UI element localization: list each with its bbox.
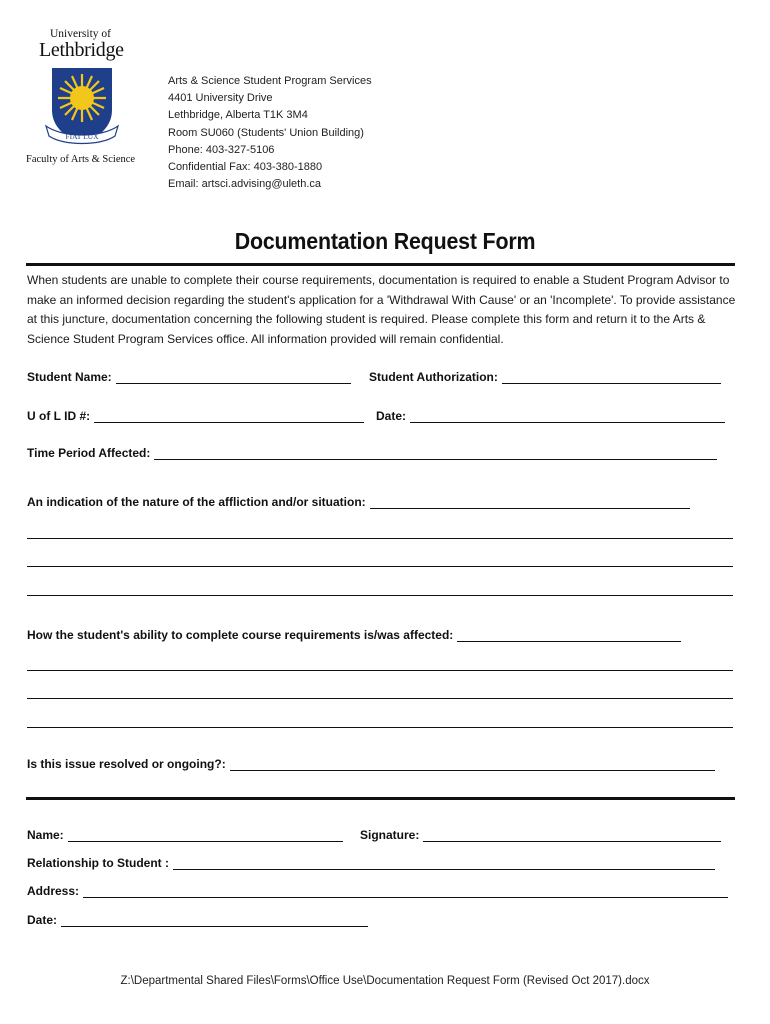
signer-date-field[interactable]: [27, 913, 368, 927]
time-period-line[interactable]: [154, 447, 717, 460]
address-phone: Phone: 403-327-5106: [168, 143, 275, 156]
address-fax: Confidential Fax: 403-380-1880: [168, 161, 323, 174]
student-name-field[interactable]: [27, 370, 351, 384]
time-period-field[interactable]: [27, 446, 717, 460]
relationship-label: Relationship to Student :: [27, 856, 169, 870]
logo-university-of: University of: [50, 28, 112, 40]
signer-name-field[interactable]: [27, 828, 343, 842]
address-line[interactable]: [83, 885, 728, 898]
address-office: Arts & Science Student Program Services: [168, 75, 372, 87]
affliction-field[interactable]: [27, 495, 690, 509]
address-field[interactable]: [27, 884, 728, 898]
office-address: [168, 73, 372, 193]
relationship-line[interactable]: [173, 857, 715, 870]
student-authorization-label: Student Authorization:: [369, 370, 498, 384]
address-email: Email: artsci.advising@uleth.ca: [168, 178, 322, 191]
address-street: 4401 University Drive: [168, 92, 273, 105]
signer-date-line[interactable]: [61, 914, 368, 927]
student-authorization-line[interactable]: [502, 371, 721, 384]
motto-text: FIAT LUX: [65, 132, 99, 141]
signer-name-line[interactable]: [68, 829, 343, 842]
signature-field[interactable]: [360, 828, 721, 842]
ability-affected-line-2[interactable]: [27, 670, 733, 671]
student-authorization-field[interactable]: [369, 370, 721, 384]
affliction-line-4[interactable]: [27, 595, 733, 596]
affliction-label: An indication of the nature of the affliction and/or situation:: [27, 495, 366, 509]
address-city: Lethbridge, Alberta T1K 3M4: [168, 109, 308, 122]
ability-affected-line-3[interactable]: [27, 698, 733, 699]
address-room: Room SU060 (Students' Union Building): [168, 126, 364, 139]
file-path-footer: Z:\Departmental Shared Files\Forms\Office Use\Documentation Request Form (Revised Oct 2017).docx: [120, 975, 650, 987]
time-period-label: Time Period Affected:: [27, 446, 151, 460]
affliction-line-2[interactable]: [27, 538, 733, 539]
address-label: Address:: [27, 884, 80, 898]
date-label: Date:: [376, 409, 407, 423]
affliction-line[interactable]: [370, 496, 690, 509]
date-field[interactable]: [376, 409, 725, 423]
ability-affected-label: How the student's ability to complete course requirements is/was affected:: [27, 628, 454, 642]
section-divider: [26, 797, 735, 800]
logo-university-name: Lethbridge: [39, 39, 124, 61]
signer-date-label: Date:: [27, 913, 58, 927]
logo-faculty: Faculty of Arts & Science: [26, 154, 136, 165]
uofl-id-label: U of L ID #:: [27, 409, 91, 423]
resolved-line[interactable]: [230, 758, 715, 771]
resolved-field[interactable]: [27, 757, 715, 771]
university-crest-icon: [43, 64, 121, 150]
page-title: Documentation Request Form: [234, 228, 536, 254]
student-name-line[interactable]: [116, 371, 351, 384]
relationship-field[interactable]: [27, 856, 715, 870]
signature-line[interactable]: [423, 829, 721, 842]
affliction-line-3[interactable]: [27, 566, 733, 567]
university-logo: [22, 28, 142, 165]
signer-name-label: Name:: [27, 828, 64, 842]
intro-paragraph: When students are unable to complete their course requirements, documentation is required to enable a Student Program Advisor to make an informed decision regarding the student's application for a 'Withdrawal With Cause' or an 'Incomplete'. To provide assistance at this juncture, documentation concerning the following student is required. Please complete this form and return it to the Arts & Science Student Program Services office. All information provided will remain confidential.: [27, 273, 736, 346]
ability-affected-line-4[interactable]: [27, 727, 733, 728]
date-line[interactable]: [410, 410, 725, 423]
uofl-id-line[interactable]: [94, 410, 364, 423]
uofl-id-field[interactable]: [27, 409, 364, 423]
resolved-label: Is this issue resolved or ongoing?:: [27, 757, 226, 771]
ability-affected-field[interactable]: [27, 628, 681, 642]
student-name-label: Student Name:: [27, 370, 112, 384]
ability-affected-line[interactable]: [457, 629, 681, 642]
title-divider: [26, 263, 735, 266]
signature-label: Signature:: [360, 828, 420, 842]
